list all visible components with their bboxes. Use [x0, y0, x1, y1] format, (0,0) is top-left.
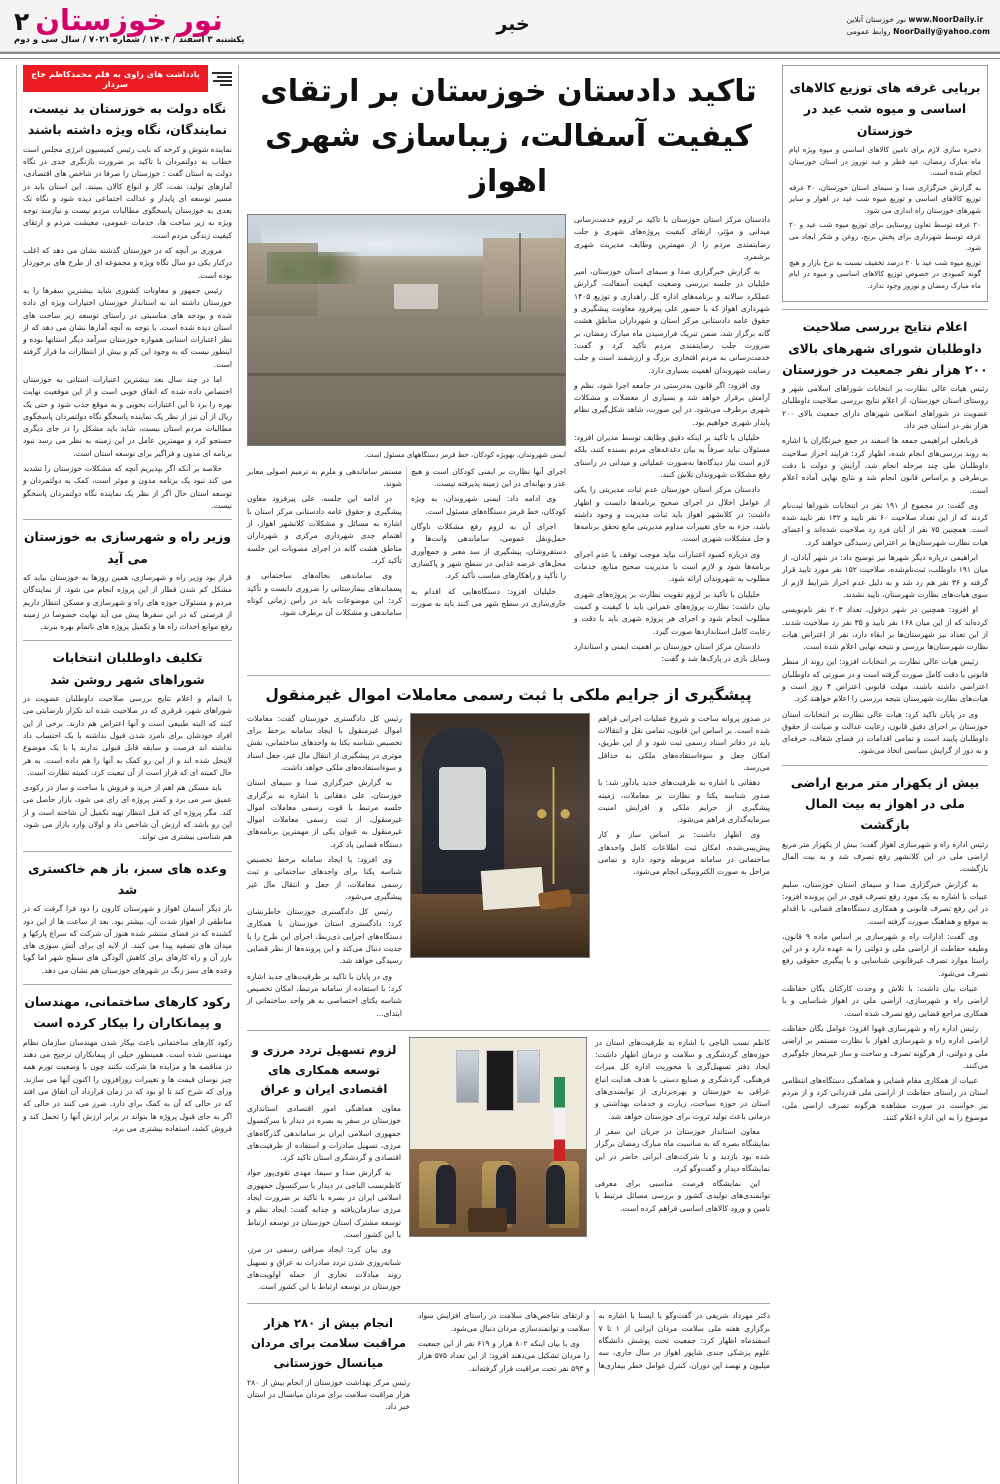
middle-divider-3	[247, 1303, 770, 1304]
right-article-3-headline: تکلیف داوطلبان انتخابات شوراهای شهر روشن شد	[50, 650, 205, 687]
page-number: ۲	[14, 7, 30, 36]
left-divider-2	[782, 765, 988, 766]
left-article-2-headline: اعلام نتایج بررسی صلاحیت داوطلبان شورای شهرهای بالای ۲۰۰ هزار نفر جمعیت در خوزستان	[782, 319, 988, 377]
main-cont-p6: وی ساماندهی نخاله‌های ساختمانی و پسماندهای بیمارستانی را ضروری دانست و تأکید کرد: این موضوعات باید در رأس زمانی کوتاه ساماندهی و مشکلات آن برطرف شود.	[247, 571, 402, 618]
left-article-3	[782, 772, 988, 1125]
right-article-2-headline: وزیر راه و شهرسازی به خوزستان می آید	[23, 529, 232, 566]
left-article-3-p4: عبیات بیان داشت: با تلاش و وحدت کارکنان یگان حفاظت اراضی راه و شهرسازی، اراضی ملی در اهواز شناسایی و با همکاری مراجع قضایی رفع تصرف شده است.	[782, 984, 988, 1018]
third-headline: لزوم تسهیل تردد مرزی و توسعه همکاری های اقتصادی ایران و عراق	[251, 1042, 397, 1097]
third-p4: کاظم نسب الباجی با اشاره به ظرفیت‌های استان در حوزه‌های گردشگری و سلامت و درمان اظهار داشت: ایجاد دفتر تسهیل‌گری با محوریت اداره کل میراث فرهنگی، گردشگری و صنایع دستی با هدف هدایت اتباع عراقی به خوزستان و بهره‌برداری از توانمندی‌های استان در حوزه سیاحت، زیارت و خدمات بهداشتی و درمانی باعث تولید ثروت برای خوزستان خواهد شد.	[595, 1037, 770, 1121]
main-photo-caption: ایمنی شهروندان، بهویژه کودکان، خط قرمز دستگاههای مسئول است.	[364, 451, 566, 459]
right-article-3	[23, 647, 232, 843]
right-a4-p1: بار دیگر آسمان اهواز و شهرستان کارون را دود فرا گرفت که در مناطقی از اهواز شدت آن، بیشتر بود. بعد از ساعت ها از این دود کشنده که در فضای منتشر شده هنوز آن شرکت که سراغ پارکها و میدان های تصفیه پیدا می کنند. از لایه ای برای آتش سوزی های بارز آن و راه کارهای برای کاهش آلودگی های سطح شهر اما گویا وعده های سبز رنگ در شهرهای خوزستان هم نشان می دهد.	[23, 904, 232, 975]
fourth-p3: وی با بیان اینکه ۸۰۲ هزار و ۶۱۹ نفر از این جمعیت را مردان تشکیل می‌دهند افزود: از این تعداد ۵۷۵ هزار و ۵۹۳ نفر تحت مراقبت قرار گرفته‌اند.	[418, 1339, 590, 1373]
fourth-article-right-text	[247, 1310, 410, 1416]
section-title: خبر	[496, 12, 530, 35]
main-cont-p4: خلیلیان افزود: دستگاه‌هایی که اقدام به جاری‌سازی در سطح شهر می کنند باید به صورت مستمر ساماندهی و ملزم به ترمیم اصولی معابر شوند.	[247, 466, 566, 608]
masthead-site-fa: نور خوزستان آنلاین	[846, 15, 906, 25]
right-article-1	[23, 98, 232, 512]
left-article-2-p5: او افزود: همچنین در شهر دزفول، تعداد ۲۰۳ نفر نام‌نویسی کرده‌اند که از این میان ۱۶۸ نفر تایید و ۳۵ نفر رد صلاحیت شدند. از این تعداد نیز شهرستان‌ها بر ابقاء دارد، نفر از اعتراض هیات نظارت شهرستان‌ها بررسی و نتیجه نهایی اعلام شده است.	[782, 605, 988, 652]
left-article-1-p2: به گزارش خبرگزاری صدا و سیمای استان خوزستان، ۴۰ غرفه توزیع کالاهای اساسی و توزیع میوه شب عید در اهواز و سایر شهرهای خوزستان راه اندازی می شود.	[789, 182, 981, 215]
second-p2: به گزارش خبرگزاری صدا و سیمای استان خوزستان، علی دهقانی با اشاره به برگزاری جلسه مرتبط با قوت رسمی معاملات اموال غیرمنقول، از ثبت رسمی معاملات اموال غیرمنقول به عنوان یکی از مهمترین برنامه‌های دستگاه قضایی یاد کرد.	[247, 778, 402, 849]
masthead-divider	[0, 52, 1000, 59]
right-a2-p1: قرار بود وزیر راه و شهرسازی، همین روزها به خوزستان بیاید که مشکل کم شدن قطار از این پروژه انجام می شود. از نمایندگان مردم و مسئولان حوزه های راه و شهرسازی و مسکن انتظار داریم از فرصتی که در این سفرها پیش می آید نهایت خصوصا در زمینه رفع موانع احداث راه ها و تکمیل پروژه های ناتمام بهره ببرند.	[23, 572, 232, 632]
third-p3: وی بیان کرد: ایجاد صرافی رسمی در مرز، شبانه‌روزی شدن تردد صادرات به عراق و تسهیل روند مبادلات تجاری از جمله اولویت‌های خوزستان در توسعه ارتباط با این کشور است.	[247, 1245, 401, 1292]
left-article-1-p4: توزیع میوه شب عید با ۲۰ درصد تخفیف نسبت به نرخ بازار و هیچ گونه کمبودی در خصوص توزیع کالاهای اساسی و میوه در ایام ماه مبارک رمضان و نوروز وجود ندارد.	[789, 257, 981, 290]
left-article-2-p7: وی در پایان تاکید کرد: هیات عالی نظارت بر انتخابات استان خوزستان بر اجرای دقیق قانون، رعایت عدالت و صیانت از حقوق داوطلبان پایبند است و تمامی اقدامات در فضای شفاف، حرفه‌ای و به دور از گرایش سیاسی اتخاذ می‌شود.	[782, 709, 988, 756]
fourth-headline: انجام بیش از ۲۸۰ هزار مراقبت سلامت برای مردان میانسال خوزستانی	[250, 1316, 407, 1370]
left-article-2	[782, 316, 988, 758]
court-signing-photo	[410, 713, 590, 958]
second-left-p1: در صدور پروانه ساخت و شروع عملیات اجرایی فراهم شده است. بر اساس این قانون، تمامی نقل و انتقالات باید در دفاتر اسناد رسمی ثبت شود و از این طریق، امکان جعل و سوءاستفاده‌های ملکی به حداقل می‌رسد.	[598, 713, 770, 772]
right-article-5	[23, 991, 232, 1135]
main-headline: تاکید دادستان خوزستان بر ارتقای کیفیت آسفالت، زیباسازی شهری اهواز	[260, 74, 757, 199]
left-article-2-p2: قربانعلی ابراهیمی جمعه ها اسفند در جمع خبرنگاران با اشاره به روند بررسی‌های انجام شده، اظهار کرد: فرایند احراز صلاحیت داوطلبان طی چند مرحله انجام شد، آرایش و دولت با دقت بی‌طرفی و براساس قانون انجام شد و نتایج نهایی آماده اعلام است.	[782, 436, 988, 495]
left-column	[778, 65, 992, 1484]
left-article-3-p6: عبیات از همکاری مقام قضایی و هماهنگی دستگاه‌های انتظامی استان در راستای حفاظت از اراضی ملی قدردانی کرد و از مردم نیز خواست در صورت مشاهده هرگونه تصرف اراضی ملی، موضوع را به این اداره اعلام کنند.	[782, 1076, 988, 1122]
masthead-email[interactable]: NoorDaily@yahoo.com	[893, 26, 990, 36]
left-article-3-p1: رئیس اداره راه و شهرسازی اهواز گفت: بیش از یکهزار متر مربع اراضی ملی در این کلانشهر رفع تصرف شد و به بیت المال بازگشت.	[782, 839, 988, 874]
third-article-photo-block	[409, 1037, 587, 1297]
right-article-5-headline: رکود کارهای ساختمانی، مهندسان و پیمانکاران را بیکار کرده است	[24, 994, 231, 1031]
masthead-site-url[interactable]: www.NoorDaily.ir	[908, 15, 984, 25]
right-divider-4	[23, 984, 232, 985]
opinion-banner-label: یادداشت های راوی به قلم محمدکاظم حاج سردار	[23, 65, 208, 92]
right-a1-p2: مروری بر آنچه که در خوزستان گذشته نشان می دهد که اغلب درکنار یکی دو سال نگاه ویژه و مجموعه ای از طرح های برخوردار بوده است.	[23, 246, 232, 280]
right-divider-3	[23, 851, 232, 852]
fourth-p1: رئیس مرکز بهداشت خوزستان از انجام بیش از ۲۸۰ هزار مراقبت سلامت برای مردان میانسال در استان خبر داد.	[247, 1377, 410, 1412]
second-p1: رئیس کل دادگستری خوزستان گفت: معاملات اموال غیرمنقول با ایجاد سامانه برخط برای تخصیص شناسه یکتا به واحدهای ساختمانی، نقش موثری در پیشگیری از انتقال مال غیر، جعل اسناد و سوءاستفاده‌های ملکی خواهد داشت.	[247, 713, 402, 772]
main-photo-block	[247, 214, 566, 668]
right-a1-p4: اما در چند سال بعد بیشترین اعتبارات استانی به خوزستان اختصاص داده شده که اتفاق خوبی است و از این موقعیت نهایت بهره را برد تا این اعتبارات بخوبی و به موقع جذب شود و حتی یک ریال از آن نیز از نظر یک نماینده پاسخگو نگاه دولتمردان پاسخگوی مطالبات مردم استان نیست، شاید باید مشکل را در جای دیگری جستجو کرد و مهمترین عامل در این زمینه به نظر می رسد نبود برنامه ای مدون و فراگیر برای توسعه استان است.	[23, 375, 232, 458]
second-article-photo-block	[410, 713, 590, 1023]
masthead-contact	[782, 14, 990, 37]
second-p4: رئیس کل دادگستری خوزستان خاطرنشان کرد: دادگستری استان خوزستان با همکاری دستگاه‌های اجرایی ذی‌ربط، اجرای این طرح را با جدیت دنبال می‌کند و این پرونده‌ها از نظر قضایی رسیدگی خواهد شد.	[247, 907, 402, 966]
third-article	[247, 1037, 770, 1297]
issue-line: یکشنبه ۳ اسفند / ۱۴۰۴ / شماره ۷۰۲۱ / سال سی و دوم	[14, 35, 245, 45]
third-p5: معاون استاندار خوزستان در جریان این سفر از نمایشگاه بصره که به مناسبت ماه مبارک رمضان برگزار شده بود بازدید و با شرکت‌های ایرانی حاضر در این نمایشگاه دیدار و گفت‌وگو کرد.	[595, 1126, 770, 1173]
main-lead-p4: خلیلیان با تأکید بر اینکه دقیق وظایف توسط مدیران افزود: مسئولان نباید صرفاً به بیان دغدغه‌های مردم بسنده کنند، بلکه لازم است نیاز دیدگاه‌ها به‌صورت عملیاتی و میدانی در راستای رفع مشکلات شهروندان تلاش کنند.	[574, 433, 770, 479]
right-a1-p5: خلاصه بر آنکه اگر بپذیریم آنچه که مشکلات خوزستان را تشدید می کند نبود یک برنامه مدون و موثر است، کمک به دولتمردان و توسعه استان حال اگر از نظر یک نماینده نگاه دولتمردان پاسخگو نیست.	[23, 464, 232, 510]
right-divider-2	[23, 640, 232, 641]
left-article-2-p4: ابراهیمی درباره دیگر شهرها نیز توضیح داد: در شهر آبادان، از میان ۱۹۱ داوطلب، ثبت‌نام‌شده، صلاحیت ۱۵۲ نفر مورد تایید قرار گرفته و ۳۶ نفر هم رد شد و به دلیل عدم احراز شرایط لازم از سوی هیات‌های نظارت شهرستان، تایید نشدند.	[782, 553, 988, 599]
right-a3-p2: باید مسکن هم اهم از خرید و فروش با ساخت و ساز در رکودی عمیق سر می برد و کمتر پروژه ای رای می شود، بازار حاصل می کند. مگر پروژه ای که قبل انتظار تهیه تکمیل آن شاخته است و از این رو باشد که ارزش آن شاخص داد و اولان وارد بازار می شود، هم شناسی بیشتری می تواند.	[23, 783, 232, 842]
main-lead-p7: خلیلیان با تأکید بر لزوم تقویت نظارت بر پروژه‌های شهری بیان داشت: نظارت پروژه‌های عمرانی باید با کیفیت و کمیت مطلوب انجام شود و اجرای هر پروژه شهری باید با دقت و رعایت کامل استانداردها صورت گیرد.	[574, 589, 770, 636]
menu-lines-icon	[212, 65, 232, 92]
page-body	[0, 59, 1000, 1484]
third-p6: این نمایشگاه فرصت مناسبی برای معرفی توانمندی‌های تولیدی کشور و بررسی مسائل مرتبط با تامین و ورود کالاهای اساسی فراهم کرده است.	[595, 1179, 770, 1213]
main-cont-p1: اجرای آنها نظارت بر ایمنی کودکان است و هیچ عذر و بهانه‌ای در این زمینه پذیرفته نیست.	[411, 466, 566, 489]
second-left-p2: دهقانی با اشاره به ظرفیت‌های جدید یادآور شد: با صدور شناسه یکتا و نظارت بر معاملات، زمینه پیشگیری از جرایم ملکی و افزایش امنیت سرمایه‌گذاری فراهم می‌شود.	[598, 778, 770, 825]
main-lead-p3: وی افزود: اگر قانون به‌درستی در جامعه اجرا شود، نظم و آرامش برقرار خواهد شد و بسیاری از معضلات و مشکلات شهری برطرف می‌شود. در این صورت، شاهد شکل‌گیری نظام پایدار شهری خواهیم بود.	[574, 380, 770, 427]
left-article-2-p6: رئیس هیات عالی نظارت بر انتخابات افزود: این روند از منظر قانونی با دقت کامل صورت گرفته است و در صورتی که داوطلبان اعتراضی داشته باشند، مهلت قانونی اعتراض ۴ روز است و هیات‌های نظارت شهرستان نتیجه بررسی را اعلام خواهند کرد.	[782, 657, 988, 704]
middle-column	[238, 65, 778, 1484]
second-p3: وی افزود: با ایجاد سامانه برخط تخصیص شناسه یکتا برای واحدهای ساختمانی و ثبت رسمی معاملات، از جعل و انتقال مال غیر پیشگیری می‌شود.	[247, 855, 402, 901]
opinion-banner	[23, 65, 232, 92]
fourth-article-left-text	[418, 1310, 770, 1416]
left-article-1-p1: ذخیره سازی لازم برای تامین کالاهای اساسی و میوه ویژه ایام ماه مبارک رمضان، عید فطر و عید نوروز در استان خوزستان انجام شده است.	[789, 144, 981, 178]
street-asphalt-photo	[247, 214, 566, 446]
left-divider-1	[782, 309, 988, 310]
main-cont-p5: در ادامه این جلسه، علی پیرفرود معاون پیشگیری و حقوق عامه دادستانی مرکز استان با اشاره به مسائل و مشکلات کلانشهر اهواز، از اهتمام جدی شهرداری مرکزی و شهرداران مناطق هشت گانه در اجرای مصوبات این جلسه تأکید کرد.	[247, 494, 402, 565]
middle-divider-2	[247, 1030, 770, 1031]
middle-divider-1	[247, 675, 770, 676]
main-lead-text	[574, 214, 770, 668]
left-article-2-p3: وی گفت: در مجموع از ۱۹۱ نفر در انتخابات شوراها ثبت‌نام کردند که از این تعداد صلاحیت ۶۰ نفر تایید و ۱۳۲ نفر تایید شده است. همچنین ۷۵ نفر از آنان فرد رد صلاحیت شده‌اند و اعضای هیات نظارت شهرستان‌ها بر اعتراض رسیدگی خواهند کرد.	[782, 500, 988, 547]
main-article-top	[247, 214, 770, 668]
right-a3-p1: با اتمام و اعلام نتایج بررسی صلاحیت داوطلبان عضویت در شوراهای شهر، قرقری که در صلاحیت شده اند تکرار نارضایتی می کنند که البته طبیعی است و آنها اعتراض هم دارند. برخی از این افراد خودشان برای نامزد شدن قبول نداشته با یک احتساب داد نداشته اند فرصت و سابقه قابل قبولی ندارند یا با یک موضوع لاینحل شده اند و از این رو کمک به آنها را هم داده است. به هر حال کمیته ای که قرار است از آن تبعیت کرد، کمیته نظارت است.	[23, 694, 232, 777]
second-headline: پیشگیری از جرایم ملکی با ثبت رسمی معاملات اموال غیرمنقول	[265, 686, 752, 705]
third-article-right-text	[247, 1037, 401, 1297]
iran-iraq-meeting-photo	[409, 1037, 587, 1237]
newspaper-logo: نور خوزستان	[35, 3, 223, 37]
right-a5-p1: رکود کارهای ساختمانی باعث بیکار شدن مهندسان سازمان نظام مهندسی شده است. همینطور خیلی از پیمانکاران ترجیح می دهند در مناقصه ها و مزایده ها شرکت نکنند چون با وضعیت تورم همه چیز نوسان قیمت ها و تغییرات روزافزون را اکنون آنها می سازند. ورای که شرح کند تا او بود که در زمان قرارداد آن اتفاق می افتد که در حالی که آن به کمک برای دارد. ضرر می کنند در حالی که اگر به جای قبول پروژه ها بتواند در برابر ارزش آنها را تحمل کند و فروش کشد، استفاده بیشتری می برد.	[23, 1037, 232, 1133]
right-article-4-headline: وعده های سبز، باز هم خاکستری شد	[28, 860, 227, 897]
main-lead-p5: دادستان مرکز استان خوزستان عدم ثبات مدیریتی را یکی از عوامل اخلال در اجرای صحیح برنامه‌ها دانست و اظهار داشت: در کلانشهر اهواز باید ثبات مدیریت و وجود داشته باشد، جزء به جای تغییرات مداوم مدیریتی مانع تحقق برنامه‌ها و حل مشکلات شهری است.	[574, 485, 770, 544]
right-article-2	[23, 526, 232, 633]
main-lead-p6: وی درباره کمبود اعتبارات نیاید موجب توقف یا عدم اجرای برنامه‌ها شود و لازم است با مدیریت صحیح منابع، خدمات مطلوب به شهروندان ارائه شود.	[574, 549, 770, 584]
left-article-3-p5: رئیس اداره راه و شهرسازی قهوا افزود: عوامل یگان حفاظت اراضی اداره راه و شهرسازی اهواز با نظارت مستمر بر اراضی ملی و دولتی، از هرگونه تصرف و ساخت و ساز غیرمجاز جلوگیری می‌کنند.	[782, 1023, 988, 1070]
main-lead-p8: دادستان مرکز استان خوزستان بر اهمیت ایمنی و استاندارد وسایل بازی در پارک‌ها شد و گفت:	[574, 641, 770, 664]
main-lead-p2: به گزارش خبرگزاری صدا و سیمای استان خوزستان، امیر خلیلیان در جلسه بررسی وضعیت کیفیت آسفالت، گزارش عملکرد سالانه و برنامه‌های اداره کل راهداری و توزیع ۱۴۰۵ شهرداری اهواز که با حضور علی پیرفرود معاونت پیشگیری و حقوق عامه دادستانی مرکز استان و شهرداران مناطق هشت گانه برگزار شد، ضمن تبریک فرارسیدن ماه مبارک رمضان، بر ضرورت جلب رضایتمندی مردم تأکید کرد و گفت: خدمت‌رسانی به مردم افتخاری بزرگ و ارزشمند است و جلب رضایت شهروندان اهمیت بسیاری دارد.	[574, 267, 770, 375]
right-article-1-headline: نگاه دولت به خوزستان بد نیست، نمایندگان، نگاه ویژه داشته باشند	[27, 101, 228, 138]
second-article-body	[247, 713, 770, 1023]
masthead-pr-fa: روابط عمومی	[846, 26, 891, 36]
left-article-1	[782, 65, 988, 302]
left-article-1-p3: ۲۰ غرفه توسط تعاون روستایی برای توزیع میوه شب عید و ۲۰ غرفه توسط شهرداری برای پخش برنج، روغن و شکر ایجاد می شود.	[789, 220, 981, 253]
main-cont-p3: اجرای آن به لزوم رفع مشکلات ناوگان حمل‌ونقل عمومی، ساماندهی وانت‌ها و دستفروشان، پیشگیری از سد معبر و جمع‌آوری محل‌های عرضه غذایی در سطح شهر و پاکسازی را تأکید و راهکارهای مناسب تأکید کرد.	[411, 522, 566, 581]
left-article-3-headline: بیش از یکهزار متر مربع اراضی ملی در اهواز به بیت المال بازگشت	[790, 774, 980, 833]
second-left-p3: وی اظهار داشت: بر اساس ساز و کار پیش‌بینی‌شده، امکان ثبت اطلاعات کامل واحدهای ساختمانی در سامانه مربوطه وجود دارد و تمامی مراحل به صورت الکترونیکی انجام می‌شود.	[598, 830, 770, 877]
fourth-article	[247, 1310, 770, 1416]
right-a1-p3: رئیس جمهور و معاونات کشوری شاید بیشترین سفرها را به خوزستان داشته اند به استاندار خوزستان اختیارات ویژه ای داده شده و بودجه های مناسبتی در راستای توسعه زیر ساخت های استان دیده شده است. با توجه به آنچه آمارها نشان می دهد که از نظر اعتبارات استانی همواره خوزستان سرآمد دیگر استانها بوده و اینطور نیست که به وجود این کم و بیش از انتظارات ما قرار گرفته است.	[23, 285, 232, 369]
main-article-continued	[247, 466, 566, 620]
third-p1: معاون هماهنگی امور اقتصادی استانداری خوزستان در سفر به بصره در دیدار با سرکنسول جمهوری اسلامی ایران بر ساماندهی گذرگاه‌های مرزی، تسهیل صادرات و استفاده از ظرفیت‌های اقتصادی و گردشگری استان تاکید کرد.	[247, 1103, 401, 1163]
second-p5: وی در پایان با تاکید بر ظرفیت‌های جدید اشاره کرد: با استفاده از سامانه مرتبط، امکان تخصیص شناسه یکتای اختصاصی به هر واحد ساختمانی از ابتدای...	[247, 971, 402, 1018]
left-article-3-p3: وی گفت: ادارات راه و شهرسازی بر اساس ماده ۹ قانون، وظیفه حفاظت از اراضی ملی و دولتی را به عهده دارد و در این راستا موارد تصرف غیرقانونی شناسایی و با پیگیری حقوقی رفع تصرف می‌شود.	[782, 931, 988, 978]
second-article-right-text	[247, 713, 402, 1023]
second-article-left-text	[598, 713, 770, 1023]
right-article-4	[23, 858, 232, 977]
masthead-brand	[14, 3, 245, 45]
right-column	[16, 65, 238, 1484]
fourth-p2: دکتر مهرداد شریفی در گفت‌وگو با ایسنا با اشاره به برگزاری هفته ملی سلامت مردان ایرانی از ۱ تا ۷ اسفندماه اظهار کرد: جمعیت تحت پوشش دانشگاه علوم پزشکی جندی شاپور اهواز در سال جاری، سه میلیون و نهصد این دوران، کنترل عوامل خطر بیماری‌ها و ارتقای شاخص‌های سلامت در راستای افزایش سواد سلامت و توانمندسازی مردان دنبال می‌شود.	[418, 1311, 770, 1370]
third-article-left-text	[595, 1037, 770, 1297]
right-a1-p1: نماینده شوش و کرخه که نایب رئیس کمیسیون انرژی مجلس است خطاب به دولتمردان با تاکید بر ضرورت بازنگری جدی در نگاه دولت به استان گفت : خوزستان را صرفا در شاخص های اقتصادی، آمارهای تولید، نفت، گاز و انواع کالان ببینند. این استان باید در مسیر توسعه ای پایدار و عدالت اجتماعی دیده شود و نگاه تک بعدی به خوزستان پاسخگوی مطالبات مردم نیست و نیازمند توجه ویژه به زیر ساخت ها، خدمات عمومی، معیشت مردم و ارتقای کیفیت زندگی مردم است.	[23, 144, 232, 240]
left-article-2-p1: رئیس هیات عالی نظارت بر انتخابات شوراهای اسلامی شهر و روستای استان خوزستان، از اعلام نتایج بررسی صلاحیت داوطلبان عضویت در شوراهای اسلامی شهرهای دارای جمعیت بالای ۲۰۰ هزار نفر در استان خبر داد.	[782, 384, 988, 431]
left-article-1-headline: برپایی غرفه های توزیع کالاهای اساسی و میوه شب عید در خوزستان	[789, 80, 981, 138]
masthead	[0, 0, 1000, 52]
third-p2: به گزارش صدا و سیما، مهدی تقوی‌پور جواد کاظم‌نسب الباجی در دیدار با سرکنسول جمهوری اسلامی ایران در بصره با تاکید بر ضرورت ایجاد مرزی سازمان‌یافته و جذابه گفت: ایجاد نظم و توسعه مشترک استان خوزستان در توسعه ارتباط با این کشور است.	[247, 1168, 401, 1239]
main-lead-p1: دادستان مرکز استان خوزستان با تاکید بر لزوم خدمت‌رسانی میدانی و مؤثر، ارتقای کیفیت پروژه‌های شهری و جلب رضایتمندی مردم را از مهمترین وظایف مدیریت شهری برشمرد.	[574, 215, 770, 261]
right-divider-1	[23, 519, 232, 520]
left-article-3-p2: به گزارش خبرگزاری صدا و سیمای استان خوزستان، سلیم عبیات با اشاره به یک مورد رفع تصرف قوی در این پرونده افزود: در این رفع تصرف قانونی و همکاری دستگاه‌های قضایی، با اقدام به موقع و هماهنگ صورت گرفته است.	[782, 879, 988, 926]
main-cont-p2: وی ادامه داد: ایمنی شهروندان، به ویژه کودکان، خط قرمز دستگاه‌های مسئول است.	[411, 494, 566, 516]
